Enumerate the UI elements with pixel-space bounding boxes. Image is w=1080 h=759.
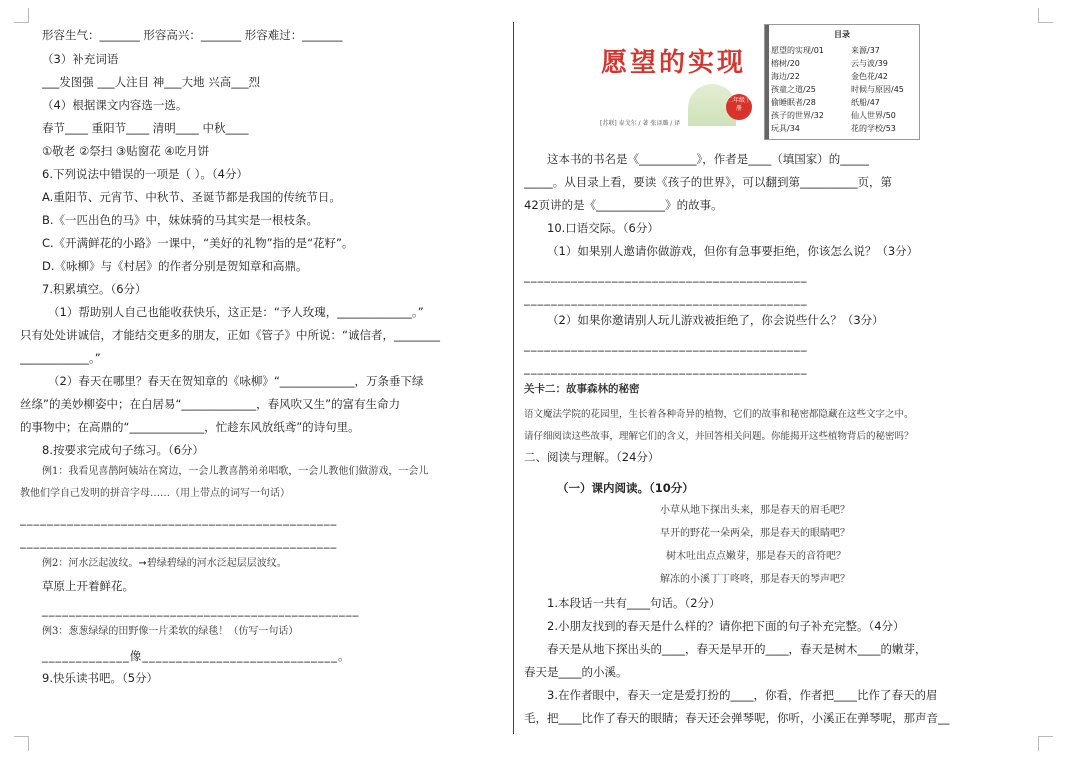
grade-badge: 二年级下册 bbox=[726, 94, 752, 120]
answer-line[interactable]: _____________像_____________________________。 bbox=[42, 649, 351, 663]
toc-binding-bar bbox=[765, 25, 769, 139]
toc-item: 海边/22 bbox=[771, 72, 800, 81]
idiom-fill-line: ___发图强 ___人注目 神___大地 兴高___烈 bbox=[42, 75, 260, 89]
reading-q3-line2: 毛，把____比作了春天的眼睛；春天还会弹琴呢，你听，小溪正在弹琴呢，那声音__ bbox=[524, 711, 950, 725]
book-title: 愿望的实现 bbox=[601, 48, 747, 78]
example-2-prompt: 草原上开着鲜花。 bbox=[42, 579, 134, 593]
toc-item: 纸船/47 bbox=[851, 98, 880, 107]
answer-line[interactable]: __________________________________________ bbox=[524, 292, 808, 306]
question-10: 10.口语交际。（6分） bbox=[547, 221, 659, 235]
toc-item: 孩童之道/25 bbox=[771, 85, 816, 94]
q9-line2: _____。从目录上看，要读《孩子的世界》，可以翻到第__________页，第 bbox=[524, 175, 892, 189]
q6-option-a: A.重阳节、元宵节、中秋节、圣诞节都是我国的传统节日。 bbox=[42, 190, 341, 204]
vocab-emotion-line: 形容生气：_______ 形容高兴：_______ 形容难过：_______ bbox=[42, 28, 343, 42]
toc-item: 来源/37 bbox=[851, 46, 880, 55]
answer-line[interactable]: _______________________________________________ bbox=[20, 535, 338, 549]
toc-item: 时候与原因/45 bbox=[851, 85, 904, 94]
question-7: 7.积累填空。（6分） bbox=[42, 282, 147, 296]
reading-q2-line1: 春天是从地下探出头的____，春天是早开的____，春天是树木____的嫩芽， bbox=[547, 642, 927, 656]
example-2: 例2：河水泛起波纹。➞碧绿碧绿的河水泛起层层波纹。 bbox=[42, 558, 287, 569]
column-divider bbox=[513, 22, 514, 734]
answer-line[interactable]: __________________________________________ bbox=[524, 338, 808, 352]
q9-line1: 这本书的书名是《__________》，作者是____（填国家）的_____ bbox=[547, 152, 869, 166]
book-author: [苏联] 泰戈尔 / 著 张译璐 / 译 bbox=[600, 120, 681, 127]
q7-part2-line2: 丝绦”的美妙柳姿中；在白居易“_____________，春风吹又生”的富有生命力 bbox=[20, 397, 401, 411]
poem-line: 小草从地下探出头来，那是春天的眉毛吧？ bbox=[660, 505, 850, 516]
crop-mark bbox=[14, 736, 29, 751]
reading-q2-line2: 春天是____的小溪。 bbox=[524, 665, 628, 679]
intro-line2: 请仔细阅读这些故事，理解它们的含义，并回答相关问题。你能揭开这些植物背后的秘密吗？ bbox=[524, 431, 914, 442]
answer-line[interactable]: __________________________________________ bbox=[524, 269, 808, 283]
answer-line[interactable]: __________________________________________ bbox=[524, 361, 808, 375]
part-2-section-1: （一）课内阅读。（10分） bbox=[557, 481, 694, 495]
q6-option-b: B.《一匹出色的马》中，妹妹骑的马其实是一根枝条。 bbox=[42, 213, 319, 227]
poem-line: 树木吐出点点嫩芽，那是春天的音符吧？ bbox=[666, 551, 846, 562]
question-9: 9.快乐读书吧。（5分） bbox=[42, 671, 159, 685]
answer-line[interactable]: _______________________________________________ bbox=[42, 603, 360, 617]
toc-item: 云与波/39 bbox=[851, 59, 888, 68]
toc-item: 偷睡眠者/28 bbox=[771, 98, 816, 107]
toc-item: 花的学校/53 bbox=[851, 124, 896, 133]
q7-part1-line3: ____________。” bbox=[20, 351, 101, 365]
q10-part1: （1）如果别人邀请你做游戏，但你有急事要拒绝，你该怎么说？（3分） bbox=[547, 244, 919, 258]
reading-q2: 2.小朋友找到的春天是什么样的？请你把下面的句子补充完整。（4分） bbox=[547, 619, 905, 633]
q7-part1-line2: 只有处处讲诚信，才能结交更多的朋友，正如《管子》中所说：“诚信者，________ bbox=[20, 328, 440, 342]
toc-item: 仙人世界/50 bbox=[851, 111, 896, 120]
intro-line1: 语文魔法学院的花园里，生长着各种奇异的植物，它们的故事和秘密都隐藏在这些文字之中。 bbox=[524, 409, 914, 420]
q6-option-d: D.《咏柳》与《村居》的作者分别是贺知章和高鼎。 bbox=[42, 259, 308, 273]
poem-line: 解冻的小溪丁丁咚咚，那是春天的琴声吧？ bbox=[660, 574, 850, 585]
toc-item: 愿望的实现/01 bbox=[771, 46, 824, 55]
question-6: 6.下列说法中错误的一项是（ ）。（4分） bbox=[42, 167, 248, 181]
example-1-line2: 教他们学自己发明的拼音字母……（用上带点的词写一句话） bbox=[20, 488, 290, 499]
part-2-heading: 二、阅读与理解。（24分） bbox=[524, 450, 660, 464]
q6-option-c: C.《开满鲜花的小路》一课中，“美好的礼物”指的是“花籽”。 bbox=[42, 236, 354, 250]
question-8: 8.按要求完成句子练习。（6分） bbox=[42, 443, 205, 457]
reading-q3-line1: 3.在作者眼中，春天一定是爱打扮的____，你看，作者把____比作了春天的眉 bbox=[547, 688, 938, 702]
q10-part2: （2）如果你邀请别人玩儿游戏被拒绝了，你会说些什么？（3分） bbox=[547, 313, 884, 327]
festival-options: ①敬老 ②祭扫 ③贴窗花 ④吃月饼 bbox=[42, 144, 210, 158]
crop-mark bbox=[1038, 8, 1053, 23]
toc-item: 孩子的世界/32 bbox=[771, 111, 824, 120]
question-3-heading: （3）补充词语 bbox=[42, 52, 119, 66]
toc-item: 金色花/42 bbox=[851, 72, 888, 81]
festival-line: 春节____ 重阳节____ 清明____ 中秋____ bbox=[42, 121, 249, 135]
q7-part2-line3: 的事物中；在高鼎的“_____________，忙趁东风放纸鸢”的诗句里。 bbox=[20, 420, 360, 434]
level-2-heading: 关卡二：故事森林的秘密 bbox=[524, 383, 640, 395]
crop-mark bbox=[14, 8, 29, 23]
poem-line: 早开的野花一朵两朵，那是春天的眼睛吧？ bbox=[660, 528, 850, 539]
toc-item: 玩具/34 bbox=[771, 124, 800, 133]
table-of-contents bbox=[764, 24, 920, 140]
answer-line[interactable]: _______________________________________________ bbox=[20, 512, 338, 526]
example-3: 例3：葱葱绿绿的田野像一片柔软的绿毯！（仿写一句话） bbox=[42, 626, 299, 637]
question-4-heading: （4）根据课文内容选一选。 bbox=[42, 98, 188, 112]
crop-mark bbox=[1038, 736, 1053, 751]
q9-line3: 42页讲的是《____________》的故事。 bbox=[524, 198, 723, 212]
q7-part1-line1: （1）帮助别人自己也能收获快乐，这正是：“予人玫瑰，_____________。” bbox=[48, 305, 424, 319]
q7-part2-line1: （2）春天在哪里？春天在贺知章的《咏柳》“_____________，万条垂下绿 bbox=[48, 374, 424, 388]
example-1-line1: 例1：我看见喜鹊阿姨站在窝边，一会儿教喜鹊弟弟唱歌，一会儿教他们做游戏，一会儿 bbox=[42, 466, 429, 477]
toc-item: 榕树/20 bbox=[771, 59, 800, 68]
toc-title: 目录 bbox=[834, 30, 850, 39]
reading-q1: 1.本段话一共有____句话。（2分） bbox=[547, 596, 721, 610]
book-cover-image bbox=[590, 24, 760, 136]
